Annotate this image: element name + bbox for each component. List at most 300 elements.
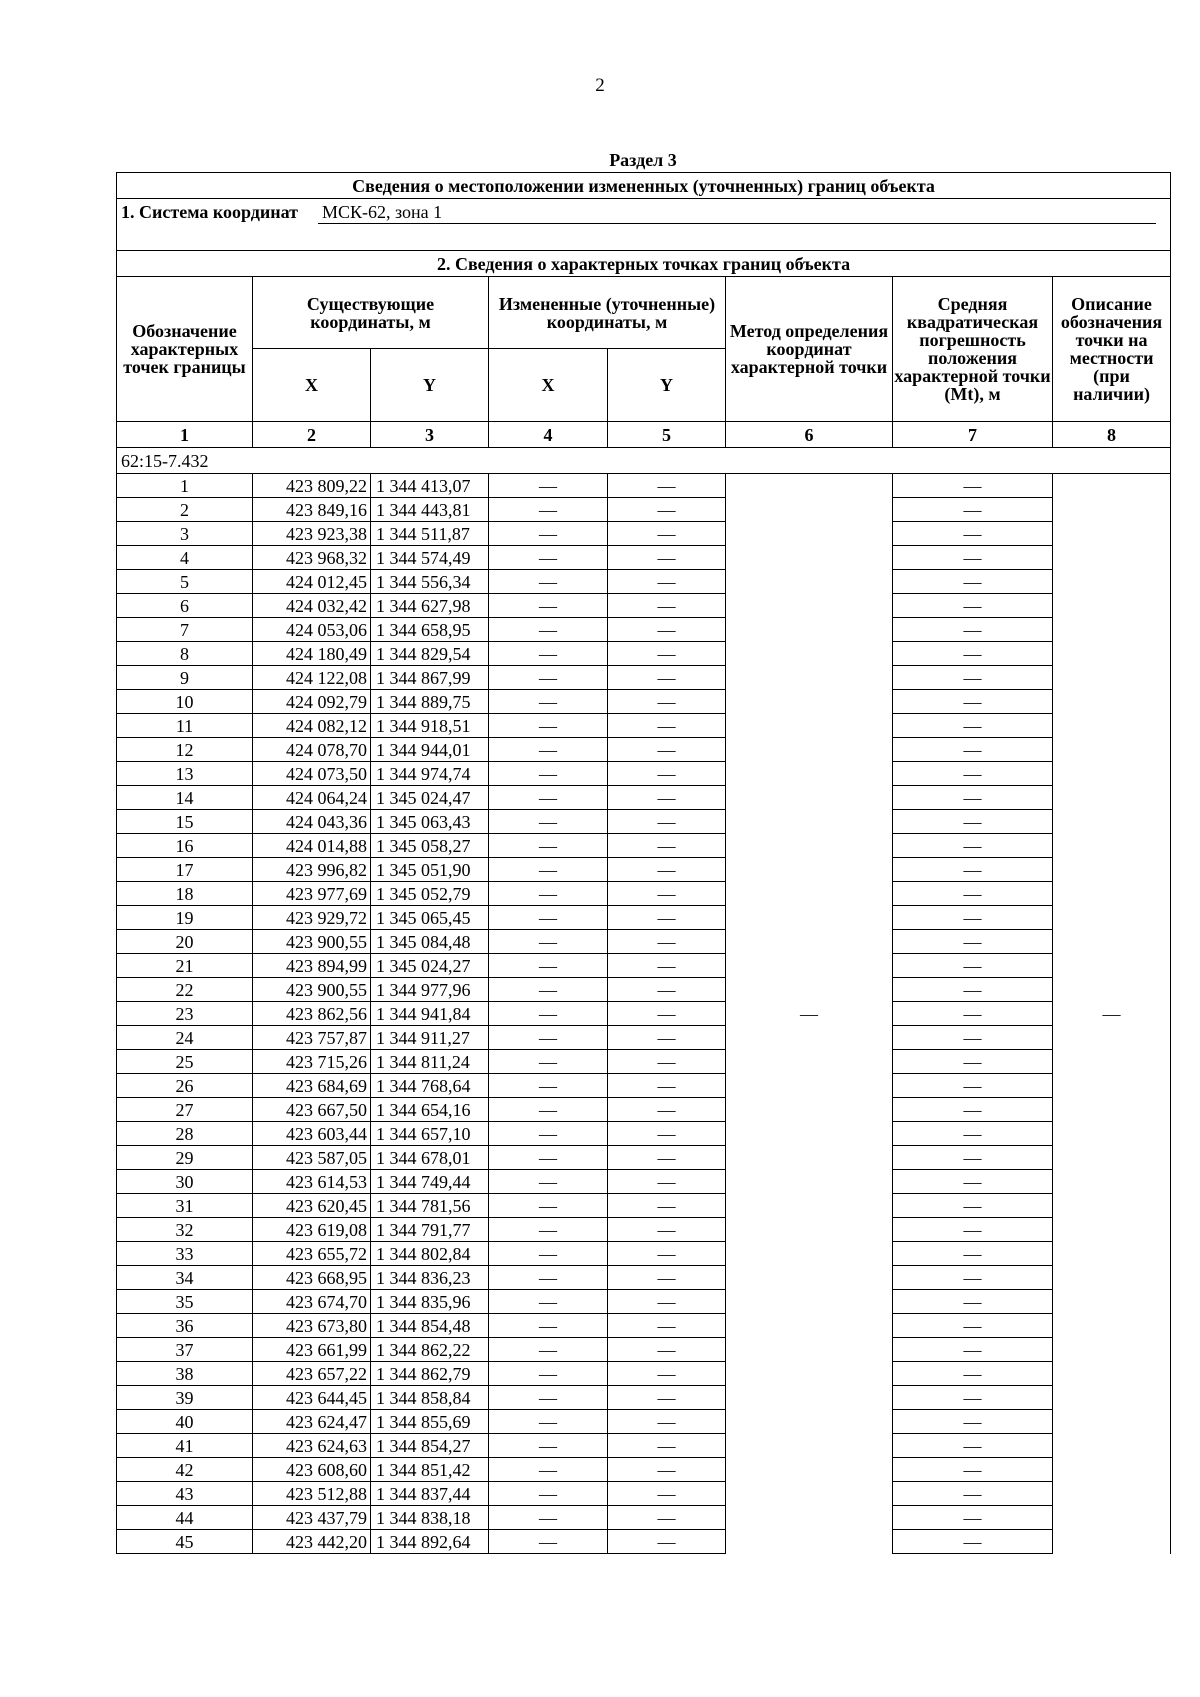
mean-square-error: — [893, 762, 1053, 786]
changed-y: — [608, 1146, 726, 1170]
point-number: 26 [117, 1074, 253, 1098]
existing-y: 1 344 911,27 [371, 1026, 489, 1050]
existing-y: 1 344 443,81 [371, 498, 489, 522]
existing-x: 423 923,38 [253, 522, 371, 546]
description-cell: — [1053, 474, 1171, 1554]
table-row [117, 1362, 1171, 1386]
table-row [117, 1026, 1171, 1050]
changed-x: — [489, 1410, 608, 1434]
existing-x: 423 624,63 [253, 1434, 371, 1458]
existing-x: 424 014,88 [253, 834, 371, 858]
existing-x: 423 715,26 [253, 1050, 371, 1074]
existing-x: 423 603,44 [253, 1122, 371, 1146]
mean-square-error: — [893, 522, 1053, 546]
changed-x: — [489, 906, 608, 930]
table-row [117, 618, 1171, 642]
table-row [117, 1266, 1171, 1290]
changed-x: — [489, 1194, 608, 1218]
existing-x: 423 900,55 [253, 978, 371, 1002]
existing-y: 1 344 862,22 [371, 1338, 489, 1362]
changed-y: — [608, 1266, 726, 1290]
changed-x: — [489, 1506, 608, 1530]
section-title: Раздел 3 [609, 150, 677, 170]
changed-y: — [608, 522, 726, 546]
point-number: 32 [117, 1218, 253, 1242]
changed-x: — [489, 1530, 608, 1554]
existing-x: 423 644,45 [253, 1386, 371, 1410]
changed-x: — [489, 1026, 608, 1050]
existing-y: 1 345 065,45 [371, 906, 489, 930]
existing-y: 1 344 802,84 [371, 1242, 489, 1266]
existing-y: 1 344 836,23 [371, 1266, 489, 1290]
changed-y: — [608, 714, 726, 738]
changed-y: — [608, 1434, 726, 1458]
header-method: Метод определения координат характерной точки [726, 277, 893, 422]
changed-x: — [489, 882, 608, 906]
table-row [117, 1194, 1171, 1218]
changed-y: — [608, 978, 726, 1002]
changed-y: — [608, 954, 726, 978]
mean-square-error: — [893, 1146, 1053, 1170]
existing-y: 1 345 058,27 [371, 834, 489, 858]
changed-y: — [608, 1050, 726, 1074]
mean-square-error: — [893, 858, 1053, 882]
changed-x: — [489, 1122, 608, 1146]
changed-x: — [489, 1098, 608, 1122]
table-row [117, 714, 1171, 738]
existing-y: 1 344 835,96 [371, 1290, 489, 1314]
point-number: 9 [117, 666, 253, 690]
point-number: 30 [117, 1170, 253, 1194]
existing-y: 1 344 977,96 [371, 978, 489, 1002]
existing-y: 1 345 052,79 [371, 882, 489, 906]
changed-x: — [489, 546, 608, 570]
table-row [117, 1002, 1171, 1026]
existing-x: 423 437,79 [253, 1506, 371, 1530]
existing-x: 423 996,82 [253, 858, 371, 882]
mean-square-error: — [893, 1386, 1053, 1410]
table-row [117, 1482, 1171, 1506]
table-row [117, 1242, 1171, 1266]
existing-y: 1 344 657,10 [371, 1122, 489, 1146]
existing-y: 1 344 867,99 [371, 666, 489, 690]
mean-square-error: — [893, 666, 1053, 690]
changed-x: — [489, 930, 608, 954]
table-row [117, 930, 1171, 954]
point-number: 3 [117, 522, 253, 546]
header-changed-coords: Измененные (уточненные) координаты, м [489, 277, 726, 349]
header-existing-x: X [253, 349, 371, 422]
changed-y: — [608, 1122, 726, 1146]
mean-square-error: — [893, 1098, 1053, 1122]
points-section-title: 2. Сведения о характерных точках границ объекта [117, 251, 1171, 277]
changed-x: — [489, 762, 608, 786]
existing-x: 424 073,50 [253, 762, 371, 786]
changed-y: — [608, 834, 726, 858]
existing-y: 1 344 678,01 [371, 1146, 489, 1170]
existing-x: 423 900,55 [253, 930, 371, 954]
mean-square-error: — [893, 978, 1053, 1002]
table-row [117, 1146, 1171, 1170]
table-row [117, 1218, 1171, 1242]
existing-y: 1 344 413,07 [371, 474, 489, 498]
point-number: 13 [117, 762, 253, 786]
point-number: 39 [117, 1386, 253, 1410]
existing-x: 423 655,72 [253, 1242, 371, 1266]
point-number: 16 [117, 834, 253, 858]
existing-y: 1 345 024,47 [371, 786, 489, 810]
mean-square-error: — [893, 738, 1053, 762]
existing-y: 1 344 811,24 [371, 1050, 489, 1074]
changed-y: — [608, 1362, 726, 1386]
mean-square-error: — [893, 1050, 1053, 1074]
table-body [117, 173, 1171, 1554]
boundary-points-table [116, 172, 1171, 1554]
table-row [117, 1314, 1171, 1338]
header-changed-x: X [489, 349, 608, 422]
changed-x: — [489, 1338, 608, 1362]
mean-square-error: — [893, 1170, 1053, 1194]
header-point-description: Описание обозначения точки на местности (при наличии) [1053, 277, 1171, 422]
point-number: 25 [117, 1050, 253, 1074]
changed-x: — [489, 618, 608, 642]
page-number: 2 [595, 75, 605, 96]
existing-y: 1 344 974,74 [371, 762, 489, 786]
mean-square-error: — [893, 1458, 1053, 1482]
point-number: 29 [117, 1146, 253, 1170]
existing-x: 423 668,95 [253, 1266, 371, 1290]
changed-y: — [608, 906, 726, 930]
table-row [117, 666, 1171, 690]
existing-y: 1 344 768,64 [371, 1074, 489, 1098]
point-number: 31 [117, 1194, 253, 1218]
mean-square-error: — [893, 1410, 1053, 1434]
changed-y: — [608, 1506, 726, 1530]
point-number: 12 [117, 738, 253, 762]
mean-square-error: — [893, 546, 1053, 570]
existing-y: 1 344 944,01 [371, 738, 489, 762]
mean-square-error: — [893, 1482, 1053, 1506]
existing-y: 1 345 024,27 [371, 954, 489, 978]
coord-system-row [117, 199, 1171, 229]
existing-x: 424 082,12 [253, 714, 371, 738]
existing-x: 424 032,42 [253, 594, 371, 618]
changed-y: — [608, 1074, 726, 1098]
table-row [117, 594, 1171, 618]
method-cell: — [726, 474, 893, 1554]
point-number: 7 [117, 618, 253, 642]
existing-x: 423 512,88 [253, 1482, 371, 1506]
table-title: Сведения о местоположении измененных (уточненных) границ объекта [117, 173, 1171, 199]
changed-x: — [489, 1146, 608, 1170]
table-row [117, 498, 1171, 522]
mean-square-error: — [893, 594, 1053, 618]
mean-square-error: — [893, 1122, 1053, 1146]
existing-x: 423 894,99 [253, 954, 371, 978]
mean-square-error: — [893, 1002, 1053, 1026]
table-row [117, 786, 1171, 810]
mean-square-error: — [893, 690, 1053, 714]
changed-y: — [608, 1242, 726, 1266]
existing-y: 1 344 791,77 [371, 1218, 489, 1242]
table-row [117, 762, 1171, 786]
changed-x: — [489, 498, 608, 522]
existing-x: 423 661,99 [253, 1338, 371, 1362]
changed-y: — [608, 1314, 726, 1338]
existing-x: 423 624,47 [253, 1410, 371, 1434]
mean-square-error: — [893, 1338, 1053, 1362]
column-number: 3 [371, 422, 489, 448]
mean-square-error: — [893, 882, 1053, 906]
mean-square-error: — [893, 1362, 1053, 1386]
column-number: 1 [117, 422, 253, 448]
changed-y: — [608, 786, 726, 810]
mean-square-error: — [893, 498, 1053, 522]
changed-x: — [489, 1242, 608, 1266]
point-number: 35 [117, 1290, 253, 1314]
existing-x: 424 092,79 [253, 690, 371, 714]
point-number: 41 [117, 1434, 253, 1458]
column-number: 2 [253, 422, 371, 448]
point-number: 14 [117, 786, 253, 810]
point-number: 2 [117, 498, 253, 522]
mean-square-error: — [893, 954, 1053, 978]
changed-x: — [489, 1290, 608, 1314]
point-number: 33 [117, 1242, 253, 1266]
existing-y: 1 344 855,69 [371, 1410, 489, 1434]
existing-y: 1 344 862,79 [371, 1362, 489, 1386]
changed-x: — [489, 690, 608, 714]
table-row [117, 1386, 1171, 1410]
changed-y: — [608, 930, 726, 954]
point-number: 23 [117, 1002, 253, 1026]
changed-y: — [608, 762, 726, 786]
table-row [117, 1530, 1171, 1554]
existing-x: 424 180,49 [253, 642, 371, 666]
point-number: 6 [117, 594, 253, 618]
changed-x: — [489, 642, 608, 666]
mean-square-error: — [893, 810, 1053, 834]
point-number: 28 [117, 1122, 253, 1146]
existing-x: 423 442,20 [253, 1530, 371, 1554]
mean-square-error: — [893, 1530, 1053, 1554]
table-row [117, 1338, 1171, 1362]
point-number: 17 [117, 858, 253, 882]
existing-y: 1 345 084,48 [371, 930, 489, 954]
existing-y: 1 344 918,51 [371, 714, 489, 738]
changed-x: — [489, 786, 608, 810]
mean-square-error: — [893, 474, 1053, 498]
changed-y: — [608, 1170, 726, 1194]
changed-x: — [489, 522, 608, 546]
changed-y: — [608, 882, 726, 906]
existing-y: 1 344 889,75 [371, 690, 489, 714]
existing-x: 424 053,06 [253, 618, 371, 642]
changed-x: — [489, 1314, 608, 1338]
header-changed-y: Y [608, 349, 726, 422]
parcel-number: 62:15-7.432 [117, 448, 1171, 474]
existing-y: 1 344 837,44 [371, 1482, 489, 1506]
coord-system-spacer [117, 228, 1171, 251]
existing-x: 424 078,70 [253, 738, 371, 762]
changed-x: — [489, 834, 608, 858]
existing-x: 424 012,45 [253, 570, 371, 594]
header-existing-y: Y [371, 349, 489, 422]
table-row [117, 642, 1171, 666]
changed-x: — [489, 1434, 608, 1458]
table-row [117, 1434, 1171, 1458]
existing-x: 423 929,72 [253, 906, 371, 930]
existing-y: 1 344 858,84 [371, 1386, 489, 1410]
column-number: 4 [489, 422, 608, 448]
existing-y: 1 344 892,64 [371, 1530, 489, 1554]
table-row [117, 474, 1171, 498]
point-number: 8 [117, 642, 253, 666]
table-row [117, 738, 1171, 762]
point-number: 24 [117, 1026, 253, 1050]
table-row [117, 1074, 1171, 1098]
point-number: 36 [117, 1314, 253, 1338]
mean-square-error: — [893, 642, 1053, 666]
changed-x: — [489, 666, 608, 690]
existing-x: 423 977,69 [253, 882, 371, 906]
changed-y: — [608, 1002, 726, 1026]
table-row [117, 1506, 1171, 1530]
changed-y: — [608, 690, 726, 714]
table-row [117, 690, 1171, 714]
changed-y: — [608, 1098, 726, 1122]
point-number: 19 [117, 906, 253, 930]
table-row [117, 1098, 1171, 1122]
changed-x: — [489, 714, 608, 738]
point-number: 37 [117, 1338, 253, 1362]
existing-x: 424 043,36 [253, 810, 371, 834]
mean-square-error: — [893, 1266, 1053, 1290]
existing-y: 1 344 851,42 [371, 1458, 489, 1482]
changed-x: — [489, 1482, 608, 1506]
existing-x: 423 614,53 [253, 1170, 371, 1194]
header-mean-square-error: Средняя квадратическая погрешность положения характерной точки (Mt), м [893, 277, 1053, 422]
changed-y: — [608, 1218, 726, 1242]
existing-x: 423 684,69 [253, 1074, 371, 1098]
mean-square-error: — [893, 714, 1053, 738]
changed-x: — [489, 738, 608, 762]
table-row [117, 978, 1171, 1002]
column-number: 6 [726, 422, 893, 448]
changed-x: — [489, 954, 608, 978]
point-number: 43 [117, 1482, 253, 1506]
header-existing-coords: Существующие координаты, м [253, 277, 489, 349]
existing-x: 423 673,80 [253, 1314, 371, 1338]
mean-square-error: — [893, 1242, 1053, 1266]
table-row [117, 1170, 1171, 1194]
changed-x: — [489, 594, 608, 618]
point-number: 44 [117, 1506, 253, 1530]
point-number: 22 [117, 978, 253, 1002]
mean-square-error: — [893, 1218, 1053, 1242]
table-row [117, 522, 1171, 546]
mean-square-error: — [893, 1194, 1053, 1218]
changed-y: — [608, 1530, 726, 1554]
table-row [117, 1290, 1171, 1314]
mean-square-error: — [893, 786, 1053, 810]
existing-x: 423 657,22 [253, 1362, 371, 1386]
point-number: 10 [117, 690, 253, 714]
changed-x: — [489, 1170, 608, 1194]
changed-y: — [608, 1410, 726, 1434]
point-number: 21 [117, 954, 253, 978]
existing-y: 1 345 063,43 [371, 810, 489, 834]
column-number: 8 [1053, 422, 1171, 448]
changed-y: — [608, 1194, 726, 1218]
existing-y: 1 344 781,56 [371, 1194, 489, 1218]
changed-y: — [608, 570, 726, 594]
changed-x: — [489, 570, 608, 594]
mean-square-error: — [893, 618, 1053, 642]
changed-x: — [489, 858, 608, 882]
changed-y: — [608, 546, 726, 570]
existing-y: 1 344 654,16 [371, 1098, 489, 1122]
existing-y: 1 344 941,84 [371, 1002, 489, 1026]
mean-square-error: — [893, 1434, 1053, 1458]
point-number: 5 [117, 570, 253, 594]
changed-y: — [608, 1290, 726, 1314]
changed-x: — [489, 1050, 608, 1074]
mean-square-error: — [893, 834, 1053, 858]
coord-system-label: 1. Система координат [121, 202, 298, 222]
table-row [117, 906, 1171, 930]
point-number: 18 [117, 882, 253, 906]
existing-y: 1 344 838,18 [371, 1506, 489, 1530]
changed-x: — [489, 1218, 608, 1242]
changed-y: — [608, 1482, 726, 1506]
existing-x: 423 862,56 [253, 1002, 371, 1026]
table-row [117, 882, 1171, 906]
changed-y: — [608, 1026, 726, 1050]
mean-square-error: — [893, 930, 1053, 954]
table-row [117, 1410, 1171, 1434]
existing-x: 423 757,87 [253, 1026, 371, 1050]
changed-y: — [608, 1386, 726, 1410]
changed-y: — [608, 738, 726, 762]
table-row [117, 1458, 1171, 1482]
existing-y: 1 344 511,87 [371, 522, 489, 546]
mean-square-error: — [893, 1074, 1053, 1098]
mean-square-error: — [893, 570, 1053, 594]
existing-x: 423 674,70 [253, 1290, 371, 1314]
existing-y: 1 344 658,95 [371, 618, 489, 642]
point-number: 42 [117, 1458, 253, 1482]
existing-y: 1 344 854,27 [371, 1434, 489, 1458]
existing-y: 1 344 749,44 [371, 1170, 489, 1194]
changed-x: — [489, 1002, 608, 1026]
table-row [117, 1122, 1171, 1146]
changed-x: — [489, 978, 608, 1002]
existing-x: 423 608,60 [253, 1458, 371, 1482]
point-number: 34 [117, 1266, 253, 1290]
table-row [117, 834, 1171, 858]
existing-x: 423 968,32 [253, 546, 371, 570]
changed-y: — [608, 642, 726, 666]
table-row [117, 810, 1171, 834]
mean-square-error: — [893, 1314, 1053, 1338]
existing-x: 423 619,08 [253, 1218, 371, 1242]
table-row [117, 954, 1171, 978]
changed-x: — [489, 1386, 608, 1410]
existing-y: 1 344 854,48 [371, 1314, 489, 1338]
column-number: 5 [608, 422, 726, 448]
changed-y: — [608, 1458, 726, 1482]
